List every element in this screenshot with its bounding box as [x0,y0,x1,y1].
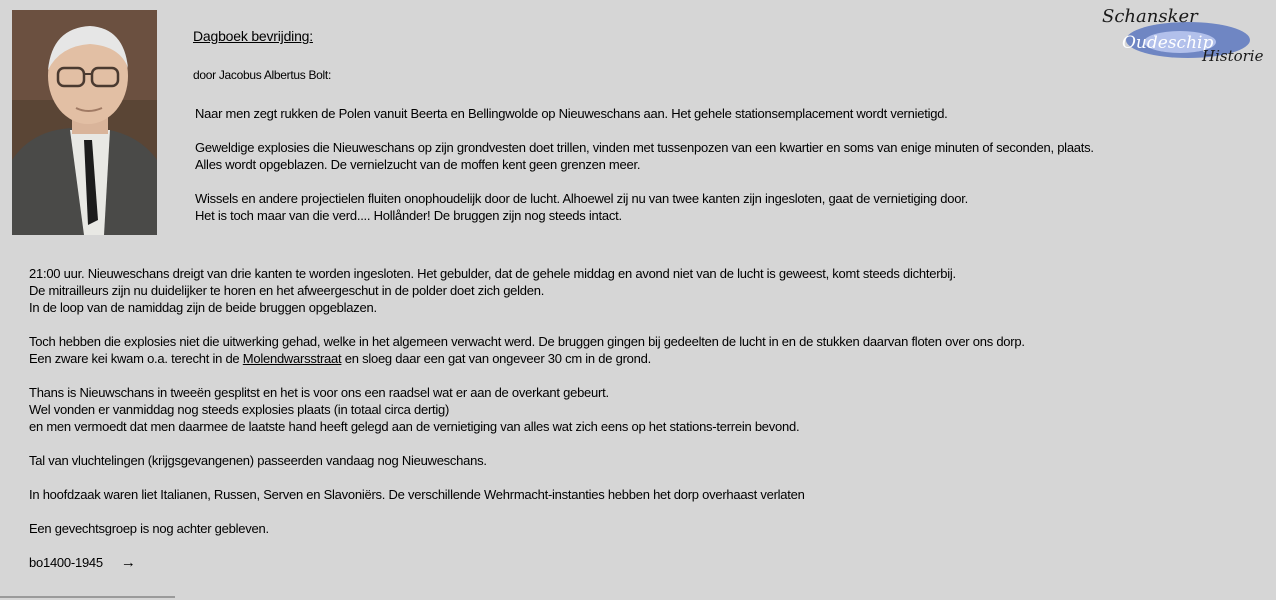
text-fragment: en sloeg daar een gat van ongeveer 30 cm in de grond. [341,351,651,366]
text-line: Alles wordt opgeblazen. De vernielzucht van de moffen kent geen grenzen meer. [195,157,641,172]
text-fragment: Een zware kei kwam o.a. terecht in de [29,351,243,366]
portrait-illustration [12,10,157,235]
intro-section [195,105,1265,224]
diary-paragraph-3 [29,384,1259,435]
author-portrait-photo [12,10,157,235]
footer-nav [29,554,1259,571]
text-line: Geweldige explosies die Nieuweschans op zijn grondvesten doet trillen, vinden met tussenpozen van een kwartier en soms van enige minuten of seconden, plaats. [195,140,1094,155]
text-line: Het is toch maar van die verd.... Hollånder! De bruggen zijn nog steeds intact. [195,208,622,223]
main-diary-section [29,265,1259,571]
text-line: en men vermoedt dat men daarmee de laatste hand heeft gelegd aan de vernietiging van alles wat zich eens op het stations-terrein bevond. [29,419,800,434]
next-arrow-icon[interactable]: → [120,554,136,571]
text-line: De mitrailleurs zijn nu duidelijker te horen en het afweergeschut in de polder doet zich gelden. [29,283,545,298]
diary-paragraph-4: Tal van vluchtelingen (krijgsgevangenen) passeerden vandaag nog Nieuweschans. [29,453,487,468]
diary-paragraph-1 [29,265,1259,316]
bottom-divider [0,596,175,598]
intro-paragraph-2 [195,139,1265,173]
author-line: door Jacobus Albertus Bolt: [193,68,331,82]
text-line: Wel vonden er vanmiddag nog steeds explosies plaats (in totaal circa dertig) [29,402,450,417]
text-line: In de loop van de namiddag zijn de beide bruggen opgeblazen. [29,300,377,315]
text-line: Toch hebben die explosies niet die uitwerking gehad, welke in het algemeen verwacht werd. De bruggen gingen bij gedeelten de lucht in en de stukken daarvan floten over ons dorp. [29,334,1025,349]
intro-paragraph-3 [195,190,1265,224]
logo-text-schansker: Schansker [1102,6,1198,27]
text-line: Wissels en andere projectielen fluiten onophoudelijk door de lucht. Alhoewel zij nu van twee kanten zijn ingesloten, gaat de vernietiging door. [195,191,968,206]
logo-text-oudeschip: Oudeschip [1122,33,1214,53]
text-line: 21:00 uur. Nieuweschans dreigt van drie kanten te worden ingesloten. Het gebulder, dat de gehele middag en avond niet van de lucht is geweest, komt steeds dichterbij. [29,266,956,281]
logo-text-historie: Historie [1202,47,1264,65]
diary-paragraph-6: Een gevechtsgroep is nog achter gebleven. [29,521,269,536]
site-logo[interactable] [1098,4,1270,66]
document-code: bo1400-1945 [29,555,103,570]
diary-paragraph-2 [29,333,1259,367]
intro-paragraph-1 [195,105,1265,122]
text-line: Thans is Nieuwschans in tweeën gesplitst en het is voor ons een raadsel wat er aan de overkant gebeurt. [29,385,609,400]
molendwarsstraat-link[interactable]: Molendwarsstraat [242,351,342,366]
logo-graphic [1098,4,1270,66]
diary-paragraph-5: In hoofdzaak waren liet Italianen, Russen, Serven en Slavoniërs. De verschillende Wehrmacht-instanties hebben het dorp overhaast verlaten [29,487,805,502]
text-line: Naar men zegt rukken de Polen vanuit Beerta en Bellingwolde op Nieuweschans aan. Het gehele stationsemplacement wordt vernietigd. [195,106,948,121]
page-title: Dagboek bevrijding: [193,28,313,44]
